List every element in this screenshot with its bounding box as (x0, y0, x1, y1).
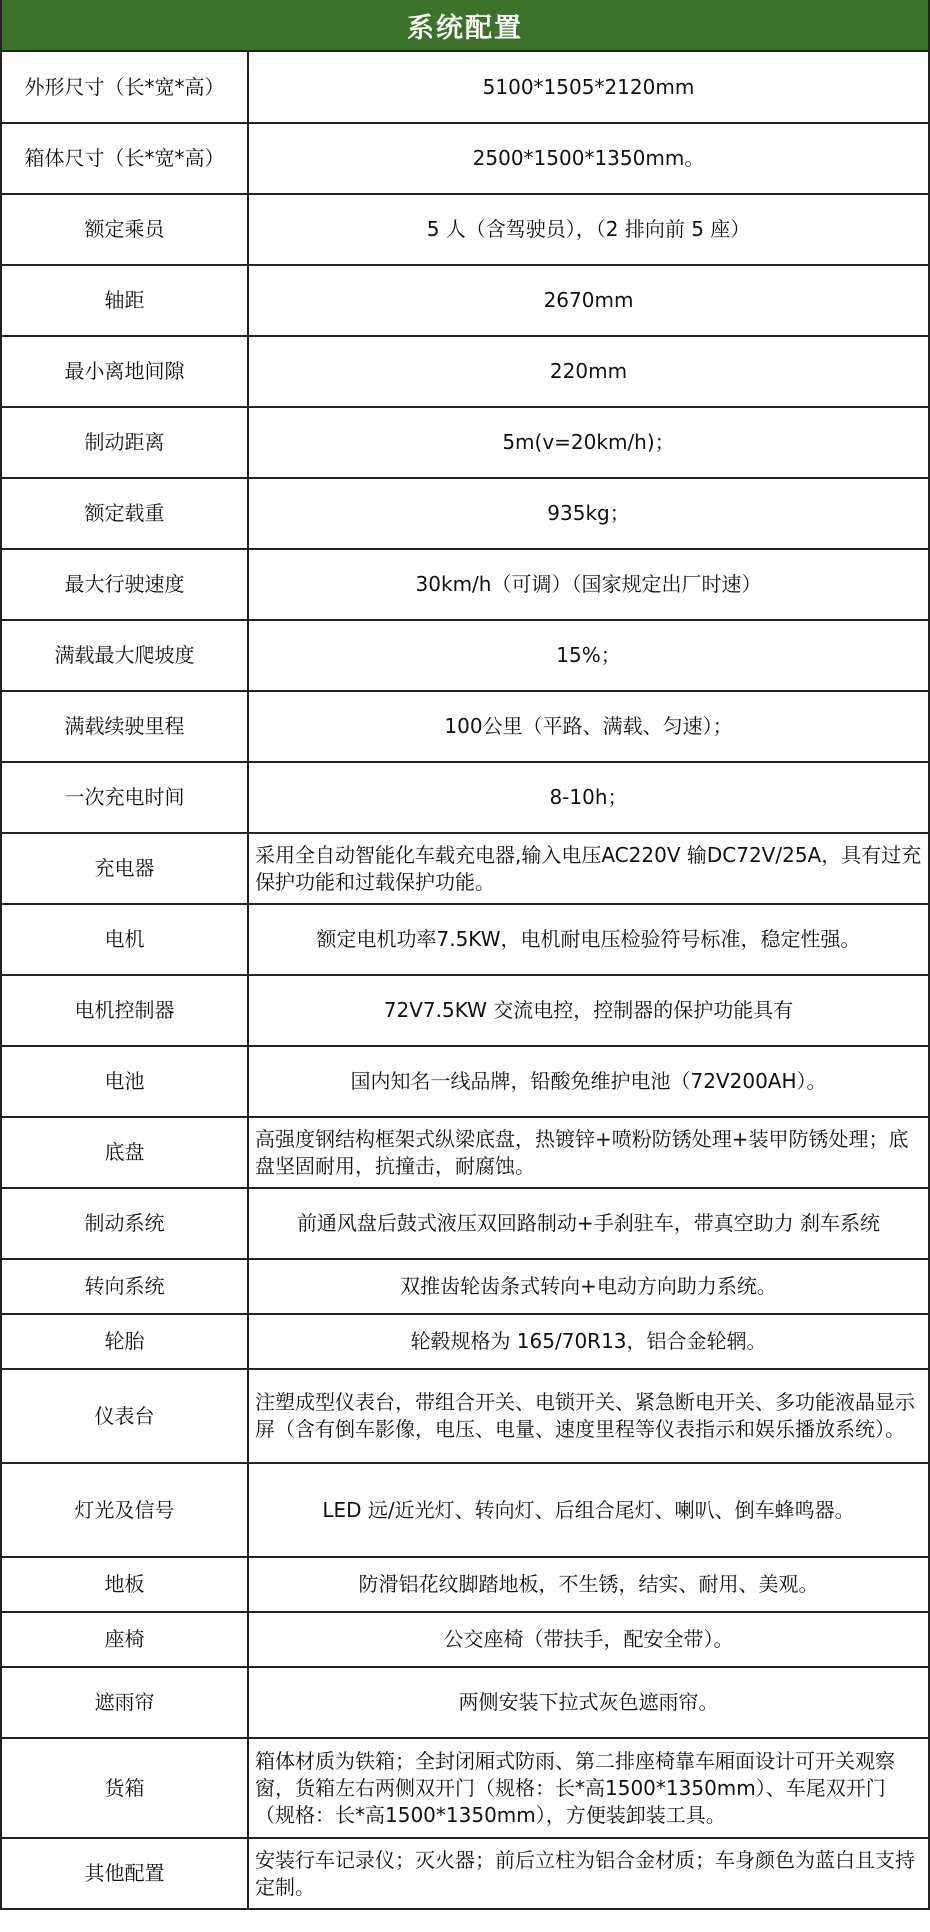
table-row (2, 407, 928, 478)
table-row (2, 478, 928, 549)
table-row (2, 123, 928, 194)
table-row (2, 1738, 928, 1838)
row-label: 转向系统 (2, 1259, 248, 1314)
row-value: 国内知名一线品牌，铅酸免维护电池（72V200AH）。 (248, 1046, 928, 1117)
row-value: 采用全自动智能化车载充电器,输入电压AC220V 输DC72V/25A，具有过充保护功能和过载保护功能。 (248, 833, 928, 904)
row-value: 两侧安装下拉式灰色遮雨帘。 (248, 1667, 928, 1738)
row-label: 仪表台 (2, 1369, 248, 1463)
row-label: 地板 (2, 1557, 248, 1612)
row-value: 防滑铝花纹脚踏地板，不生锈，结实、耐用、美观。 (248, 1557, 928, 1612)
table-row (2, 1259, 928, 1314)
row-label: 轮胎 (2, 1314, 248, 1369)
row-label: 制动系统 (2, 1188, 248, 1259)
table-row (2, 194, 928, 265)
table-row (2, 620, 928, 691)
row-value: 15%； (248, 620, 928, 691)
table-row (2, 1838, 928, 1909)
row-value: 前通风盘后鼓式液压双回路制动+手刹驻车，带真空助力 刹车系统 (248, 1188, 928, 1259)
row-label: 底盘 (2, 1117, 248, 1188)
row-value: 箱体材质为铁箱；全封闭厢式防雨、第二排座椅靠车厢面设计可开关观察窗，货箱左右两侧双开门（规格：长*高1500*1350mm）、车尾双开门（规格：长*高1500*1350mm），方便装卸装工具。 (248, 1738, 928, 1838)
table-title: 系统配置 (2, 0, 928, 52)
table-row (2, 1463, 928, 1557)
row-label: 电机 (2, 904, 248, 975)
row-value: 额定电机功率7.5KW，电机耐电压检验符号标准，稳定性强。 (248, 904, 928, 975)
table-row (2, 691, 928, 762)
table-row (2, 833, 928, 904)
row-label: 充电器 (2, 833, 248, 904)
row-value: 100公里（平路、满载、匀速）； (248, 691, 928, 762)
row-label: 外形尺寸（长*宽*高） (2, 52, 248, 123)
row-value: 2500*1500*1350mm。 (248, 123, 928, 194)
row-label: 满载最大爬坡度 (2, 620, 248, 691)
row-value: 5 人（含驾驶员），（2 排向前 5 座） (248, 194, 928, 265)
row-label: 电池 (2, 1046, 248, 1117)
row-label: 灯光及信号 (2, 1463, 248, 1557)
row-value: 5100*1505*2120mm (248, 52, 928, 123)
row-value: 公交座椅（带扶手，配安全带）。 (248, 1612, 928, 1667)
row-label: 满载续驶里程 (2, 691, 248, 762)
table-row (2, 336, 928, 407)
table-row (2, 52, 928, 123)
table-row (2, 1046, 928, 1117)
table-row (2, 1667, 928, 1738)
table-row (2, 1369, 928, 1463)
table-row (2, 762, 928, 833)
row-value: 轮毂规格为 165/70R13，铝合金轮辋。 (248, 1314, 928, 1369)
row-label: 箱体尺寸（长*宽*高） (2, 123, 248, 194)
row-label: 货箱 (2, 1738, 248, 1838)
row-value: 935kg； (248, 478, 928, 549)
table-row (2, 975, 928, 1046)
table-row (2, 1557, 928, 1612)
row-label: 电机控制器 (2, 975, 248, 1046)
row-value: 8-10h； (248, 762, 928, 833)
table-row (2, 549, 928, 620)
table-row (2, 265, 928, 336)
row-label: 最小离地间隙 (2, 336, 248, 407)
row-label: 遮雨帘 (2, 1667, 248, 1738)
row-value: 高强度钢结构框架式纵梁底盘，热镀锌+喷粉防锈处理+装甲防锈处理；底盘坚固耐用，抗撞击，耐腐蚀。 (248, 1117, 928, 1188)
table-row (2, 1117, 928, 1188)
row-value: 72V7.5KW 交流电控，控制器的保护功能具有 (248, 975, 928, 1046)
row-label: 轴距 (2, 265, 248, 336)
row-label: 座椅 (2, 1612, 248, 1667)
row-label: 制动距离 (2, 407, 248, 478)
row-value: LED 远/近光灯、转向灯、后组合尾灯、喇叭、倒车蜂鸣器。 (248, 1463, 928, 1557)
table-row (2, 1612, 928, 1667)
row-label: 额定乘员 (2, 194, 248, 265)
spec-table (2, 52, 928, 1910)
row-value: 5m(v=20km/h)； (248, 407, 928, 478)
table-row (2, 904, 928, 975)
row-value: 注塑成型仪表台，带组合开关、电锁开关、紧急断电开关、多功能液晶显示屏（含有倒车影像，电压、电量、速度里程等仪表指示和娱乐播放系统）。 (248, 1369, 928, 1463)
row-value: 30km/h（可调）（国家规定出厂时速） (248, 549, 928, 620)
row-value: 220mm (248, 336, 928, 407)
table-row (2, 1314, 928, 1369)
row-value: 2670mm (248, 265, 928, 336)
row-value: 双推齿轮齿条式转向+电动方向助力系统。 (248, 1259, 928, 1314)
row-label: 额定载重 (2, 478, 248, 549)
row-label: 一次充电时间 (2, 762, 248, 833)
row-label: 其他配置 (2, 1838, 248, 1909)
row-label: 最大行驶速度 (2, 549, 248, 620)
row-value: 安装行车记录仪；灭火器；前后立柱为铝合金材质；车身颜色为蓝白且支持定制。 (248, 1838, 928, 1909)
table-row (2, 1188, 928, 1259)
